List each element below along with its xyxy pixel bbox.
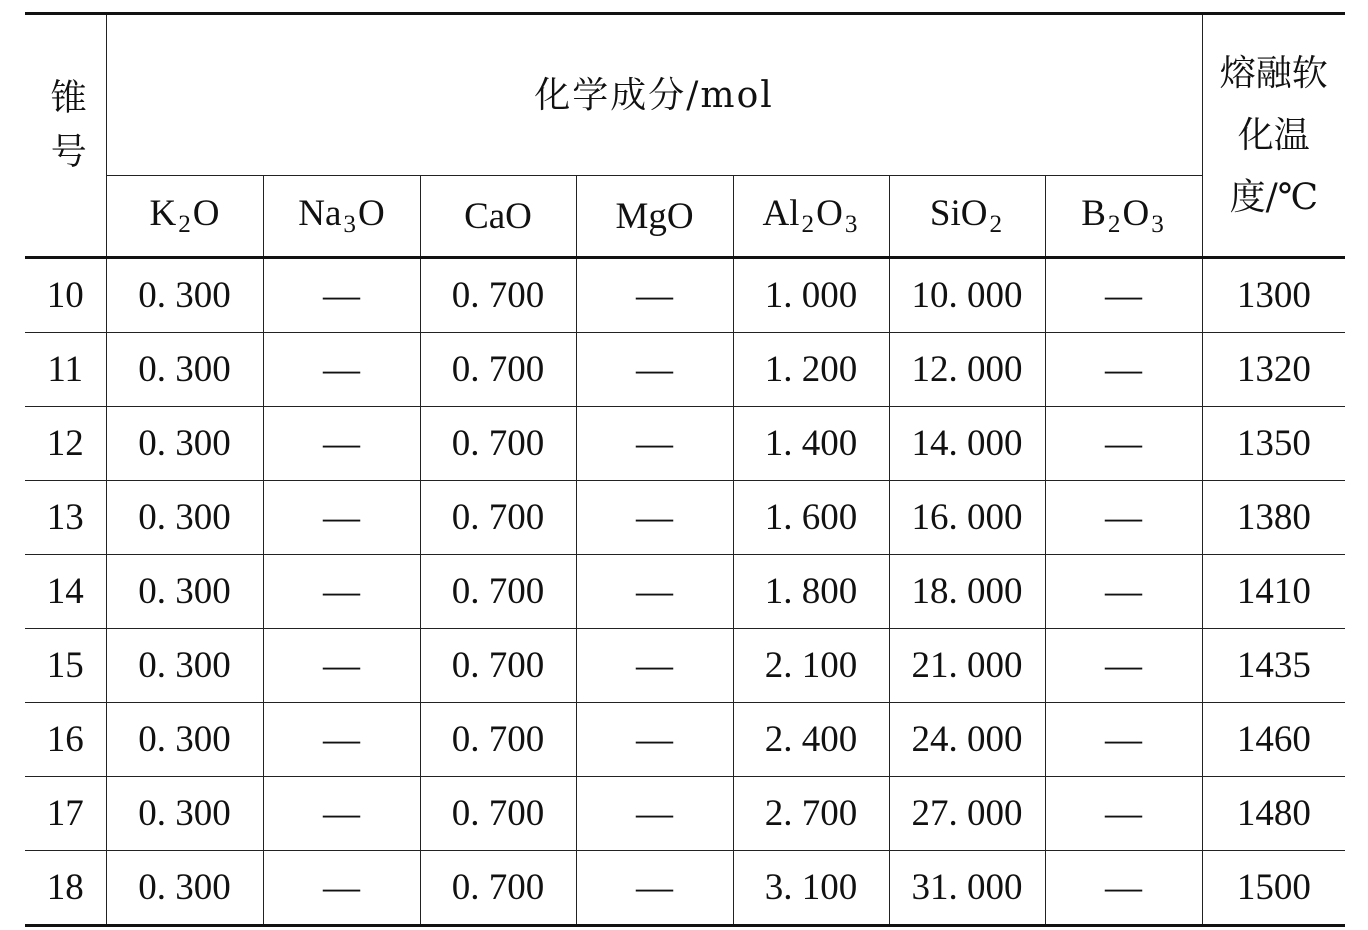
cell-temp: 1320: [1202, 333, 1345, 407]
cell-no: 17: [25, 777, 106, 851]
cell-na3o: —: [263, 703, 420, 777]
cell-mgo: —: [576, 777, 733, 851]
cell-b2o3: —: [1045, 481, 1202, 555]
cell-sio2: 24. 000: [889, 703, 1045, 777]
cell-temp: 1410: [1202, 555, 1345, 629]
cell-sio2: 31. 000: [889, 851, 1045, 926]
table-row: [25, 481, 1345, 555]
cell-b2o3: —: [1045, 777, 1202, 851]
table-row: [25, 333, 1345, 407]
cell-b2o3: —: [1045, 333, 1202, 407]
cell-sio2: 18. 000: [889, 555, 1045, 629]
cell-no: 10: [25, 258, 106, 333]
cell-al2o3: 2. 400: [733, 703, 889, 777]
cell-k2o: 0. 300: [106, 555, 263, 629]
cone-composition-table: [25, 12, 1345, 927]
cell-mgo: —: [576, 481, 733, 555]
cell-no: 11: [25, 333, 106, 407]
table-row: [25, 407, 1345, 481]
cell-sio2: 21. 000: [889, 629, 1045, 703]
cell-temp: 1460: [1202, 703, 1345, 777]
component-header: SiO$_2$: [889, 176, 1045, 258]
cell-mgo: —: [576, 703, 733, 777]
composition-header: 化学成分/mol: [106, 14, 1202, 176]
cell-al2o3: 1. 800: [733, 555, 889, 629]
cell-sio2: 16. 000: [889, 481, 1045, 555]
cell-sio2: 10. 000: [889, 258, 1045, 333]
cell-al2o3: 1. 400: [733, 407, 889, 481]
cell-k2o: 0. 300: [106, 777, 263, 851]
cell-cao: 0. 700: [420, 703, 576, 777]
cell-cao: 0. 700: [420, 777, 576, 851]
cell-k2o: 0. 300: [106, 407, 263, 481]
cell-k2o: 0. 300: [106, 258, 263, 333]
component-header: $Al_2O_3$: [733, 176, 889, 258]
table-body: [25, 258, 1345, 926]
cell-no: 15: [25, 629, 106, 703]
cell-na3o: —: [263, 629, 420, 703]
cell-b2o3: —: [1045, 851, 1202, 926]
cell-no: 12: [25, 407, 106, 481]
cell-temp: 1350: [1202, 407, 1345, 481]
component-header: CaO: [420, 176, 576, 258]
component-header: $K_2O$: [106, 176, 263, 258]
cell-cao: 0. 700: [420, 851, 576, 926]
cell-na3o: —: [263, 481, 420, 555]
cell-na3o: —: [263, 333, 420, 407]
cell-mgo: —: [576, 555, 733, 629]
table-header: [25, 14, 1345, 258]
cone-number-header: 锥号: [25, 14, 106, 258]
cell-temp: 1480: [1202, 777, 1345, 851]
cell-sio2: 27. 000: [889, 777, 1045, 851]
cell-b2o3: —: [1045, 629, 1202, 703]
cell-sio2: 12. 000: [889, 333, 1045, 407]
cell-temp: 1300: [1202, 258, 1345, 333]
cell-cao: 0. 700: [420, 407, 576, 481]
cell-cao: 0. 700: [420, 629, 576, 703]
cell-k2o: 0. 300: [106, 333, 263, 407]
cell-cao: 0. 700: [420, 481, 576, 555]
component-header-row: [25, 176, 1345, 258]
cell-al2o3: 3. 100: [733, 851, 889, 926]
cell-k2o: 0. 300: [106, 629, 263, 703]
cell-no: 13: [25, 481, 106, 555]
cell-na3o: —: [263, 851, 420, 926]
cell-cao: 0. 700: [420, 333, 576, 407]
cell-k2o: 0. 300: [106, 481, 263, 555]
table-row: [25, 703, 1345, 777]
cell-b2o3: —: [1045, 555, 1202, 629]
cell-al2o3: 1. 200: [733, 333, 889, 407]
cell-na3o: —: [263, 777, 420, 851]
component-header: MgO: [576, 176, 733, 258]
cell-mgo: —: [576, 851, 733, 926]
cell-al2o3: 1. 000: [733, 258, 889, 333]
cell-mgo: —: [576, 333, 733, 407]
cell-al2o3: 2. 700: [733, 777, 889, 851]
table-row: [25, 555, 1345, 629]
component-header: $Na_3O$: [263, 176, 420, 258]
cell-na3o: —: [263, 407, 420, 481]
cell-mgo: —: [576, 258, 733, 333]
cell-b2o3: —: [1045, 407, 1202, 481]
cell-no: 14: [25, 555, 106, 629]
table-row: [25, 258, 1345, 333]
cell-mgo: —: [576, 629, 733, 703]
table-row: [25, 629, 1345, 703]
cell-k2o: 0. 300: [106, 851, 263, 926]
cell-k2o: 0. 300: [106, 703, 263, 777]
cell-na3o: —: [263, 258, 420, 333]
cell-b2o3: —: [1045, 703, 1202, 777]
cell-al2o3: 2. 100: [733, 629, 889, 703]
table-row: [25, 851, 1345, 926]
cell-na3o: —: [263, 555, 420, 629]
temperature-header: 熔融软化温度/℃: [1202, 14, 1345, 258]
table-row: [25, 777, 1345, 851]
cell-b2o3: —: [1045, 258, 1202, 333]
cell-al2o3: 1. 600: [733, 481, 889, 555]
cell-temp: 1380: [1202, 481, 1345, 555]
cell-sio2: 14. 000: [889, 407, 1045, 481]
cell-no: 16: [25, 703, 106, 777]
component-header: $B_2O_3$: [1045, 176, 1202, 258]
cell-mgo: —: [576, 407, 733, 481]
cell-no: 18: [25, 851, 106, 926]
cell-temp: 1500: [1202, 851, 1345, 926]
cell-temp: 1435: [1202, 629, 1345, 703]
cell-cao: 0. 700: [420, 258, 576, 333]
cell-cao: 0. 700: [420, 555, 576, 629]
